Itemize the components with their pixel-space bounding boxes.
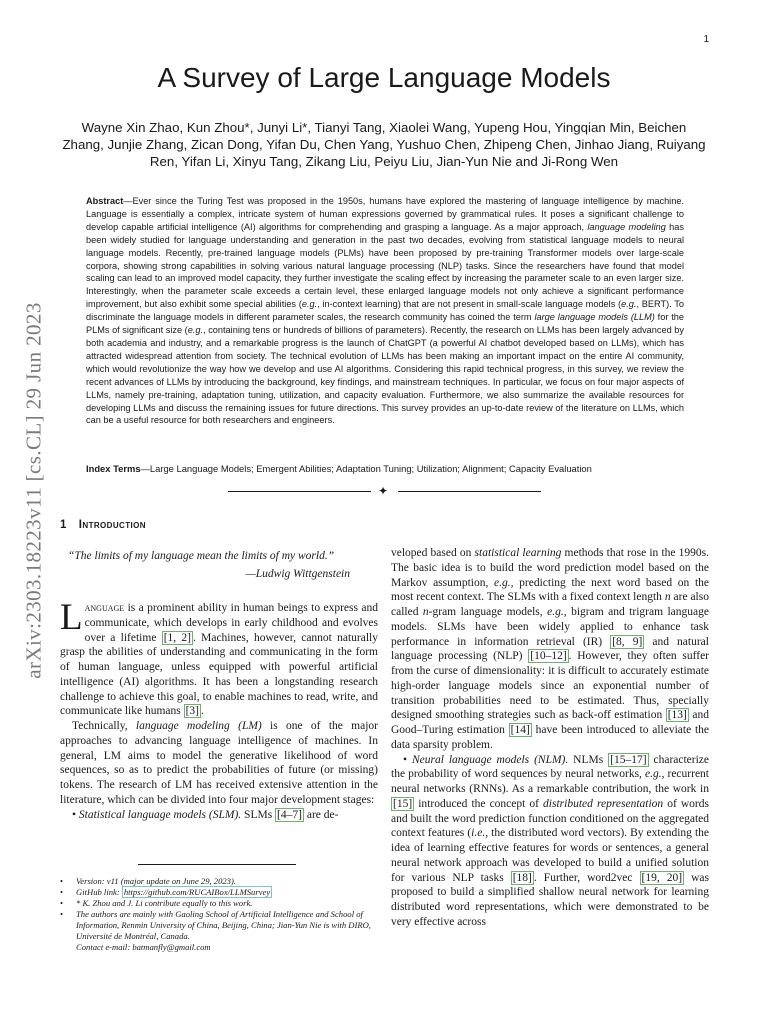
author-list: Wayne Xin Zhao, Kun Zhou*, Junyi Li*, Tianyi Tang, Xiaolei Wang, Yupeng Hou, Yingqian Min, Beichen Zhang, Junjie Zhang, Zican Dong, Yifan Du, Chen Yang, Yushuo Chen, Zhipeng Chen, Jinhao Jiang, Ruiyang Ren, Yifan Li, Xinyu Tang, Zikang Liu, Peiyu Liu, Jian-Yun Nie and Ji-Rong Wen — [62, 120, 706, 169]
left-column — [60, 597, 378, 822]
divider-diamond-icon: ✦ — [378, 484, 389, 498]
bullet: • — [403, 753, 408, 766]
paragraph: veloped based on statistical learning methods that rose in the 1990s. The basic idea is to build the word prediction model based on the Markov assumption, e.g., predicting the next word based on the most recent context. The SLMs with a fixed context length n are also called n-gram language models, e.g., bigram and trigram language models. SLMs have been widely applied to enhance task performance in information retrieval (IR) [8, 9] and natural language processing (NLP) [10–12] . However, they often suffer from the curse of dimensionality: it is difficult to accurately estimate high-order language models since an exponential number of transition probabilities need to be estimated. Thus, specially designed smoothing strategies such as back-off estimation [13] and Good–Turing estimation [14] have been introduced to alleviate the data sparsity problem. — [391, 547, 709, 751]
citation-link[interactable]: [14] — [510, 724, 530, 736]
bullet: • — [72, 808, 77, 821]
paragraph: • Neural language models (NLM). NLMs [15–17] characterize the probability of word sequences by neural networks, e.g., recurrent neural networks (RNNs). As a remarkable contribution, the work in [15] introduced the concept of distributed representation of words and built the word prediction function conditioned on the aggregated context features (i.e., the distributed word vectors). By extending the idea of learning effective features for words or sentences, a general neural network approach was developed to build a unified solution for various NLP tasks [18] . Further, word2vec [19, 20] was proposed to build a simplified shallow neural network for learning distributed word representations, which were demonstrated to be very effective across — [391, 753, 710, 928]
paragraph: Technically, language modeling (LM) is one of the major approaches to advancing language intelligence of machines. In general, LM aims to model the generative likelihood of word sequences, so as to predict the probabilities of future (or missing) tokens. The research of LM has received extensive attention in the literature, which can be divided into four major development stages: — [60, 720, 378, 806]
section-number: 1 — [60, 519, 67, 531]
section-divider — [228, 484, 541, 498]
footnote-bullet: • — [60, 876, 64, 886]
citation-link[interactable]: [15–17] — [610, 753, 647, 766]
citation-link[interactable]: [10–12] — [530, 650, 567, 663]
section-title: Introduction — [78, 519, 146, 531]
page-number: 1 — [703, 34, 709, 45]
epigraph-attribution: —Ludwig Wittgenstein — [245, 568, 350, 580]
drop-cap: L — [60, 597, 83, 638]
citation-link[interactable]: [18] — [512, 871, 532, 884]
citation-link[interactable]: [4–7] — [277, 808, 302, 821]
divider-line-right — [398, 491, 541, 492]
citation-link[interactable]: [8, 9] — [612, 635, 643, 648]
footnote-bullet: • — [60, 909, 64, 919]
right-column — [391, 546, 709, 930]
github-link[interactable]: https://github.com/RUCAIBox/LLMSurvey — [123, 887, 271, 897]
footnote-bullet: • — [60, 887, 64, 897]
arxiv-identifier: arXiv:2303.18223v11 [cs.CL] 29 Jun 2023 — [21, 301, 46, 679]
footnote: • Version: v11 (major update on June 29, 2023). — [60, 876, 236, 886]
epigraph-text: “The limits of my language mean the limits of my world.” — [68, 550, 335, 562]
footnote-bullet: • — [60, 898, 64, 908]
paragraph: Language is a prominent ability in human beings to express and communicate, which develops in early childhood and evolves over a lifetime [1, 2] . Machines, however, cannot naturally grasp the abilities of understanding and communicating in the form of human language, unless equipped with powerful artificial intelligence (AI) algorithms. It has been a longstanding research challenge to achieve this goal, to enable machines to read, write, and communicate like humans [3] . — [60, 597, 378, 718]
citation-link[interactable]: [13] — [667, 709, 687, 722]
section-heading — [60, 519, 146, 531]
citation-link[interactable]: [15] — [393, 797, 413, 810]
epigraph — [60, 547, 350, 583]
footnotes — [60, 876, 378, 953]
footnote: • * K. Zhou and J. Li contribute equally to this work. — [60, 898, 253, 908]
citation-link[interactable]: [19, 20] — [641, 871, 683, 884]
footnote: • GitHub link: https://github.com/RUCAIBox/LLMSurvey — [60, 887, 271, 897]
footnote-rule — [138, 864, 296, 865]
divider-line-left — [228, 491, 371, 492]
footnote: • The authors are mainly with Gaoling School of Artificial Intelligence and School of Information, Renmin University of China, Beijing, China; Jian-Yun Nie is with DIRO, Université de Montréal, Canada. — [60, 909, 371, 941]
abstract: Abstract—Ever since the Turing Test was proposed in the 1950s, humans have explored the mastering of language intelligence by machine. Language is essentially a complex, intricate system of human expressions governed by grammatical rules. It poses a significant challenge to develop capable artificial intelligence (AI) algorithms for comprehending and grasping a language. As a major approach, language modeling has been widely studied for language understanding and generation in the past two decades, evolving from statistical language models to neural language models. Recently, pre-trained language models (PLMs) have been proposed by pre-training Transformer models over large-scale corpora, showing strong capabilities in solving various natural language processing (NLP) tasks. Since the researchers have found that model scaling can lead to an improved model capacity, they further investigate the scaling effect by increasing the parameter scale to an even larger size. Interestingly, when the parameter scale exceeds a certain level, these enlarged language models not only achieve a significant performance improvement, but also exhibit some special abilities (e.g., in-context learning) that are not present in small-scale language models (e.g., BERT). To discriminate the language models in different parameter scales, the research community has coined the term large language models (LLM) for the PLMs of significant size (e.g., containing tens or hundreds of billions of parameters). Recently, the research on LLMs has been largely advanced by both academia and industry, and a remarkable progress is the launch of ChatGPT (a powerful AI chatbot developed based on LLMs), which has attracted widespread attention from society. The technical evolution of LLMs has been making an important impact on the entire AI community, which would revolutionize the way how we develop and use AI algorithms. Considering this rapid technical progress, in this survey, we review the recent advances of LLMs by introducing the background, key findings, and mainstream techniques. In particular, we focus on four major aspects of LLMs, namely pre-training, adaptation tuning, utilization, and capacity evaluation. Furthermore, we also summarize the available resources for developing LLMs and discuss the remaining issues for future directions. This survey provides an up-to-date review of the literature on LLMs, which can be a useful resource for both researchers and engineers. — [86, 196, 684, 426]
arxiv-sidebar — [8, 270, 60, 710]
footnote-contact: Contact e-mail: batmanfly@gmail.com — [76, 942, 211, 952]
paragraph: • Statistical language models (SLM). SLMs [4–7] are de- — [72, 808, 339, 821]
paper-title: A Survey of Large Language Models — [157, 62, 611, 93]
citation-link[interactable]: [1, 2] — [163, 631, 191, 644]
abstract-label: Abstract — [86, 196, 124, 206]
index-terms-label: Index Terms — [86, 463, 141, 474]
citation-link[interactable]: [3] — [185, 705, 200, 718]
index-terms: Index Terms—Large Language Models; Emergent Abilities; Adaptation Tuning; Utilization; Alignment; Capacity Evaluation — [86, 463, 592, 474]
